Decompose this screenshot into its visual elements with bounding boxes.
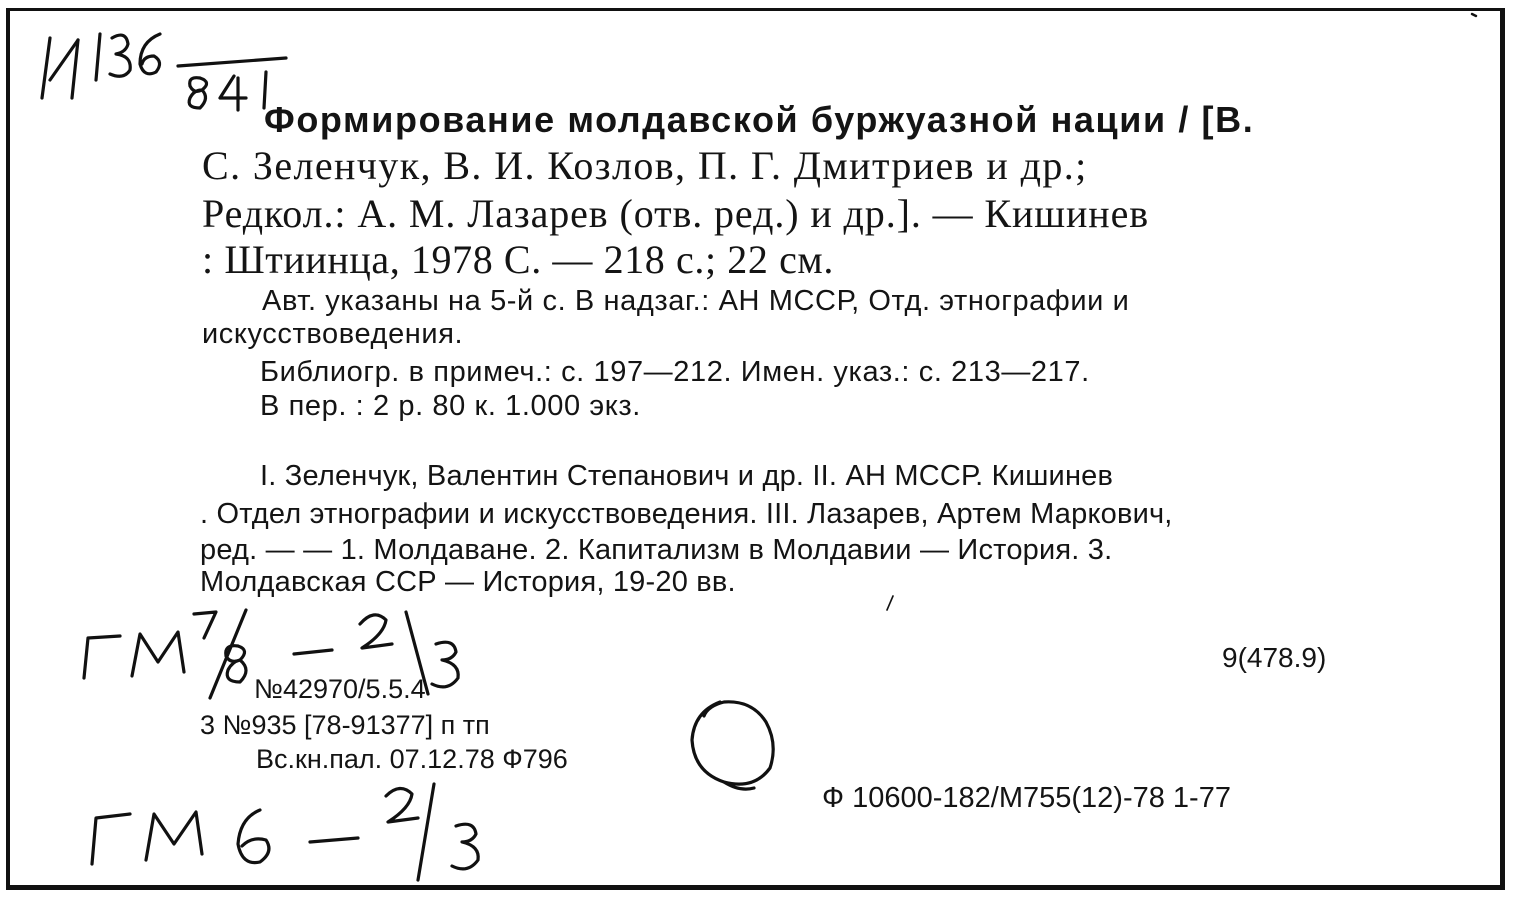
record-title: Формирование молдавской буржуазной нации / [В. bbox=[264, 99, 1255, 140]
tracing-line-3: ред. — — 1. Молдаване. 2. Капитализм в Молдавии — История. 3. bbox=[200, 534, 1113, 566]
order-line: 3 №935 [78-91377] п тп bbox=[200, 710, 490, 740]
note-line-4: В пер. : 2 р. 80 к. 1.000 экз. bbox=[260, 390, 641, 422]
tracing-line-2: . Отдел этнографии и искусствоведения. III. Лазарев, Артем Маркович, bbox=[200, 498, 1173, 530]
tracing-line-1: I. Зеленчук, Валентин Степанович и др. II. АН МССР. Кишинев bbox=[260, 460, 1114, 492]
classification-index: 9(478.9) bbox=[1222, 642, 1327, 673]
note-line-2: искусствоведения. bbox=[202, 318, 464, 350]
tracing-line-4: Молдавская ССР — История, 19-20 вв. bbox=[200, 566, 736, 598]
card-number: №42970/5.5.4 bbox=[254, 674, 426, 704]
publisher-code: Ф 10600-182/М755(12)-78 1-77 bbox=[822, 782, 1231, 814]
record-statement-line-3: : Штиинца, 1978 С. — 218 с.; 22 см. bbox=[202, 237, 834, 282]
note-line-3: Библиогр. в примеч.: с. 197—212. Имен. указ.: с. 213—217. bbox=[260, 356, 1090, 388]
record-statement-line-2: Редкол.: А. М. Лазарев (отв. ред.) и др.]. — Кишинев bbox=[202, 191, 1150, 236]
book-chamber-line: Вс.кн.пал. 07.12.78 Ф796 bbox=[256, 744, 568, 774]
record-statement-line-1: С. Зеленчук, В. И. Козлов, П. Г. Дмитриев и др.; bbox=[202, 143, 1088, 188]
note-line-1: Авт. указаны на 5-й с. В надзаг.: АН МССР, Отд. этнографии и bbox=[262, 285, 1130, 317]
